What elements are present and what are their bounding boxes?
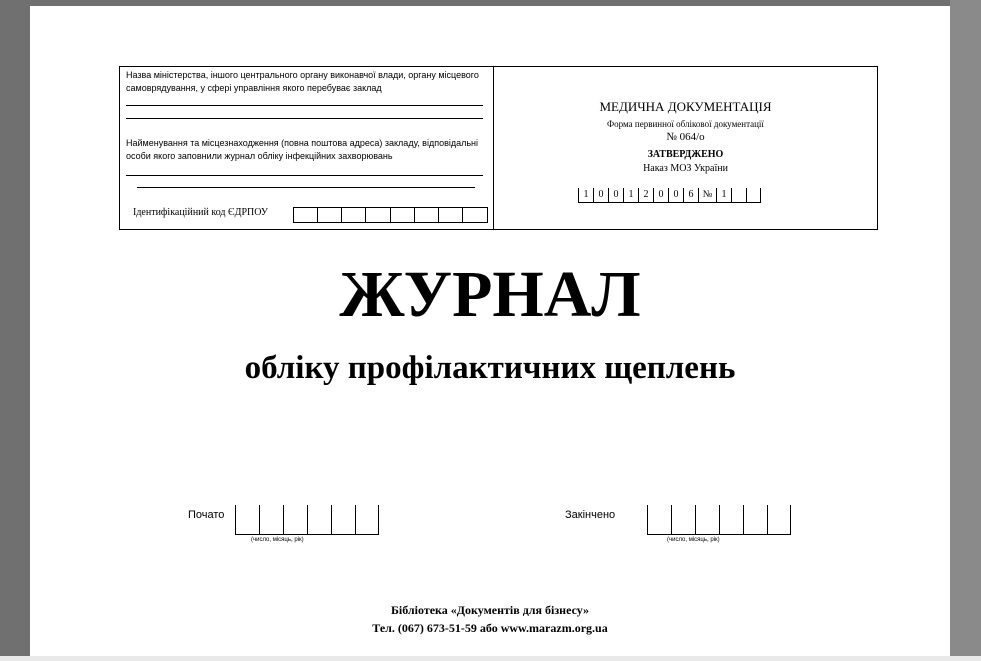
edrpou-box[interactable] (439, 208, 463, 222)
approved-label: ЗАТВЕРДЖЕНО (647, 149, 724, 160)
institution-cell (120, 67, 494, 229)
started-date-caption: (число, місяць, рік) (251, 537, 304, 543)
date-box[interactable] (695, 505, 719, 535)
viewer-background-right (950, 0, 981, 661)
edrpou-box[interactable] (342, 208, 366, 222)
edrpou-box[interactable] (391, 208, 415, 222)
edrpou-box[interactable] (294, 208, 318, 222)
finished-date-boxes[interactable] (647, 505, 791, 535)
code-digit: 1 (623, 188, 638, 203)
form-type: Форма первинної облікової документації (607, 119, 764, 129)
date-box[interactable] (719, 505, 743, 535)
edrpou-label: Ідентифікаційний код ЄДРПОУ (133, 207, 268, 218)
footer-library: Бібліотека «Документів для бізнесу» (390, 603, 590, 617)
code-digit: 2 (638, 188, 653, 203)
ministry-label-line2: самоврядування, у сфері управління якого перебуває заклад (126, 83, 382, 93)
ministry-fill-line-2 (126, 118, 483, 119)
document-page (30, 6, 950, 656)
code-digit: 6 (683, 188, 698, 203)
edrpou-box[interactable] (415, 208, 439, 222)
code-number-sign: № (698, 188, 716, 203)
date-box[interactable] (355, 505, 379, 535)
code-digit: 0 (608, 188, 623, 203)
date-box[interactable] (235, 505, 259, 535)
code-digit: 0 (593, 188, 608, 203)
edrpou-box[interactable] (318, 208, 342, 222)
code-digit: 0 (668, 188, 683, 203)
order-label: Наказ МОЗ України (643, 163, 728, 174)
date-box[interactable] (331, 505, 355, 535)
header-table (119, 66, 878, 230)
code-digit: 0 (653, 188, 668, 203)
edrpou-code-boxes[interactable] (293, 207, 488, 223)
institution-label-line1: Найменування та місцезнаходження (повна поштова адреса) закладу, відповідальні (126, 138, 479, 148)
code-digit: 1 (578, 188, 593, 203)
ministry-label-line1: Назва міністерства, іншого центрального органу виконавчої влади, органу місцевого (126, 70, 479, 80)
medical-doc-cell (494, 67, 877, 229)
institution-fill-line-2 (137, 187, 475, 188)
edrpou-box[interactable] (463, 208, 487, 222)
finished-date-caption: (число, місяць, рік) (667, 537, 720, 543)
date-box[interactable] (259, 505, 283, 535)
ministry-fill-line-1 (126, 105, 483, 106)
institution-label-line2: особи якого заповнили журнал обліку інфекційних захворювань (126, 151, 393, 161)
started-label: Почато (188, 509, 225, 521)
date-box[interactable] (647, 505, 671, 535)
date-box[interactable] (767, 505, 791, 535)
code-digit: 1 (716, 188, 731, 203)
date-box[interactable] (283, 505, 307, 535)
institution-fill-line-1 (126, 175, 483, 176)
date-box[interactable] (743, 505, 767, 535)
viewer-background-bottom (0, 656, 981, 661)
medical-doc-heading: МЕДИЧНА ДОКУМЕНТАЦІЯ (599, 99, 772, 114)
date-box[interactable] (307, 505, 331, 535)
form-number: № 064/о (666, 131, 705, 143)
journal-subtitle: обліку профілактичних щеплень (244, 350, 736, 386)
started-date-boxes[interactable] (235, 505, 379, 535)
code-digit (746, 188, 761, 203)
journal-title: ЖУРНАЛ (339, 258, 641, 331)
date-box[interactable] (671, 505, 695, 535)
edrpou-box[interactable] (366, 208, 390, 222)
finished-label: Закінчено (565, 509, 616, 521)
footer-contact: Тел. (067) 673-51-59 або www.marazm.org.ua (372, 621, 608, 635)
document-code-row (578, 188, 761, 203)
code-digit (731, 188, 746, 203)
